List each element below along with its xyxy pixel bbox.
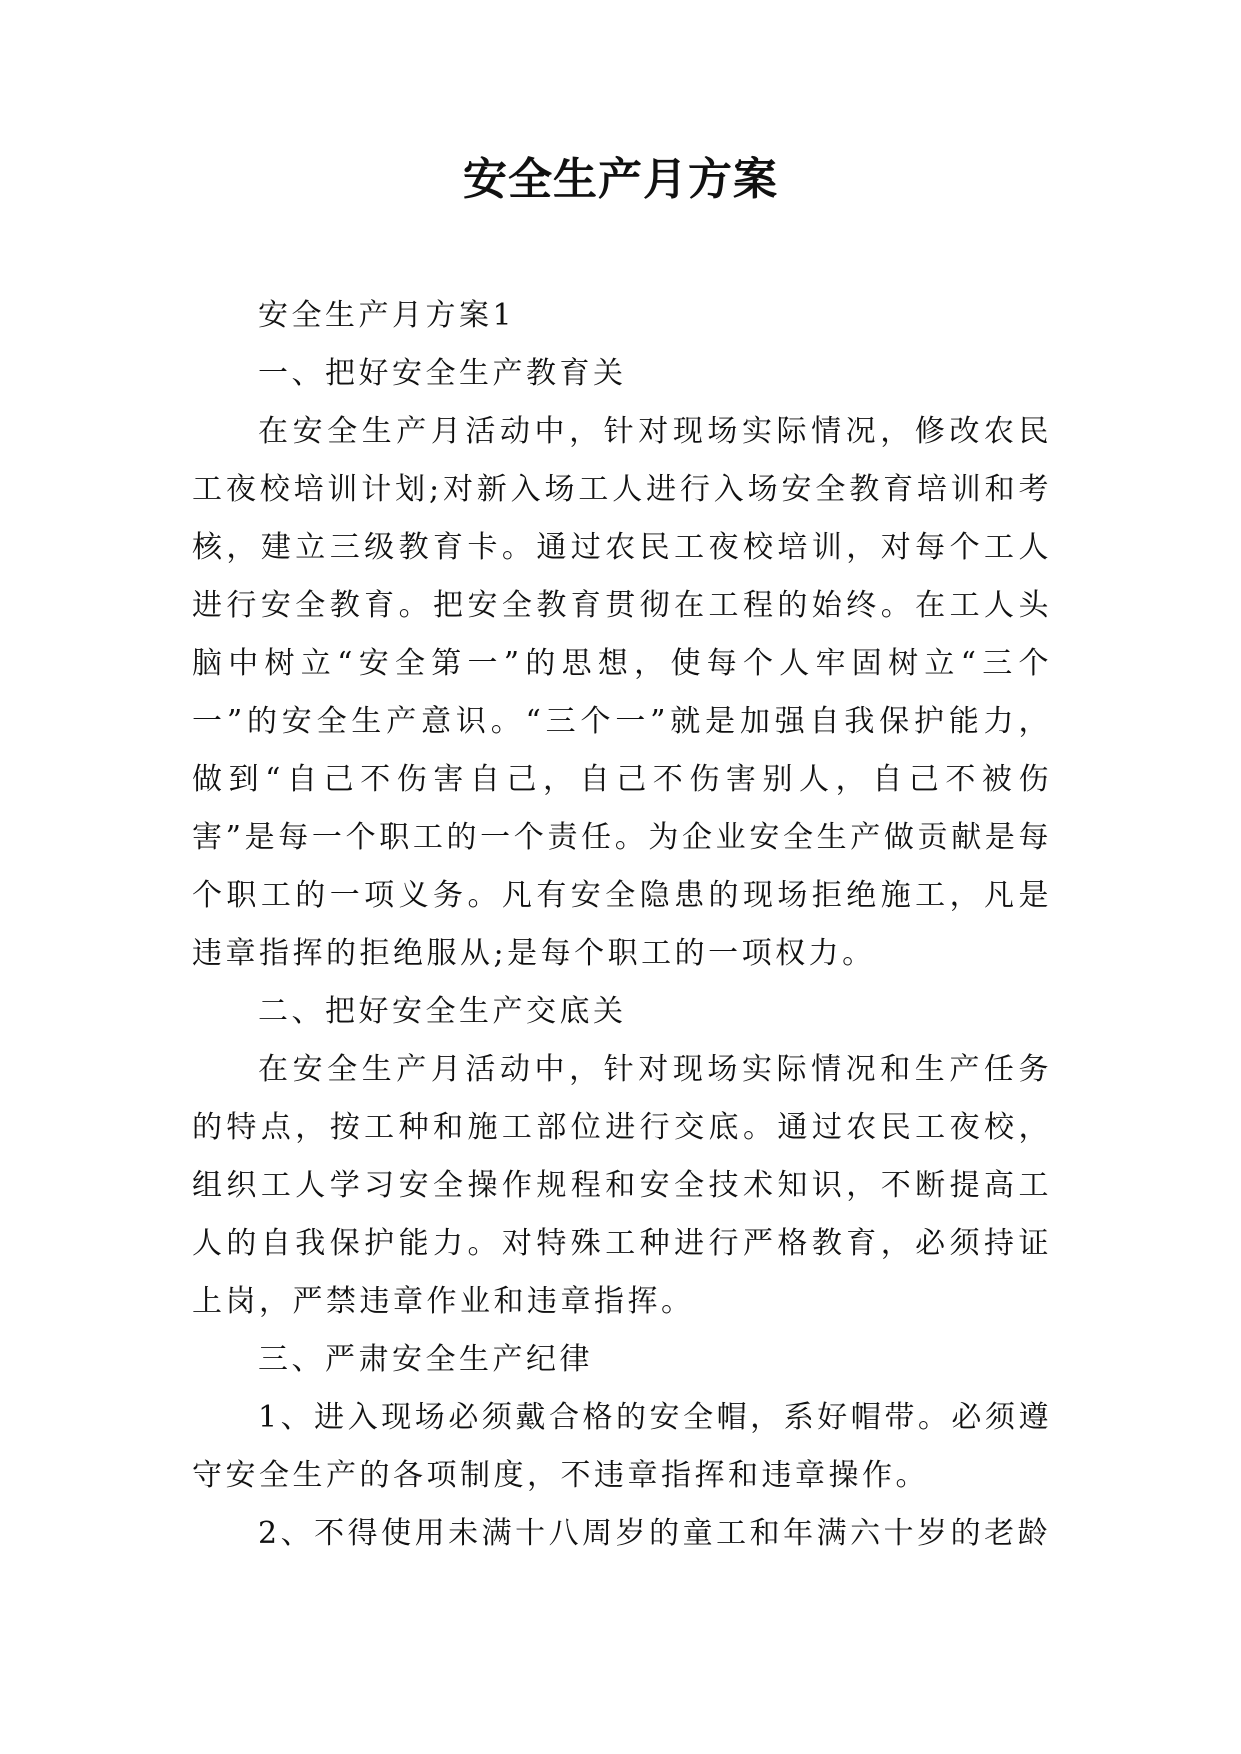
paragraph-section-heading: 安全生产月方案1 — [258, 298, 516, 333]
paragraph-rule-2: 2、不得使用未满十八周岁的童工和年满六十岁的老龄 — [258, 1516, 1052, 1551]
paragraph-heading-education: 一、把好安全生产教育关 — [258, 356, 627, 391]
document-body — [192, 287, 1052, 1563]
paragraph-heading-discipline: 三、严肃安全生产纪律 — [258, 1342, 593, 1377]
paragraph-rule-1: 1、进入现场必须戴合格的安全帽，系好帽带。必须遵守安全生产的各项制度，不违章指挥和违章操作。 — [192, 1400, 1052, 1493]
document-title: 安全生产月方案 — [463, 154, 778, 205]
paragraph-heading-briefing: 二、把好安全生产交底关 — [258, 994, 627, 1029]
paragraph-briefing-body: 在安全生产月活动中，针对现场实际情况和生产任务的特点，按工种和施工部位进行交底。通过农民工夜校，组织工人学习安全操作规程和安全技术知识，不断提高工人的自我保护能力。对特殊工种进行严格教育，必须持证上岗，严禁违章作业和违章指挥。 — [192, 1052, 1052, 1319]
paragraph-education-body: 在安全生产月活动中，针对现场实际情况，修改农民工夜校培训计划;对新入场工人进行入场安全教育培训和考核，建立三级教育卡。通过农民工夜校培训，对每个工人进行安全教育。把安全教育贯彻在工程的始终。在工人头脑中树立“安全第一”的思想，使每个人牢固树立“三个一”的安全生产意识。“三个一”就是加强自我保护能力，做到“自己不伤害自己，自己不伤害别人，自己不被伤害”是每一个职工的一个责任。为企业安全生产做贡献是每个职工的一项义务。凡有安全隐患的现场拒绝施工，凡是违章指挥的拒绝服从;是每个职工的一项权力。 — [192, 414, 1052, 971]
